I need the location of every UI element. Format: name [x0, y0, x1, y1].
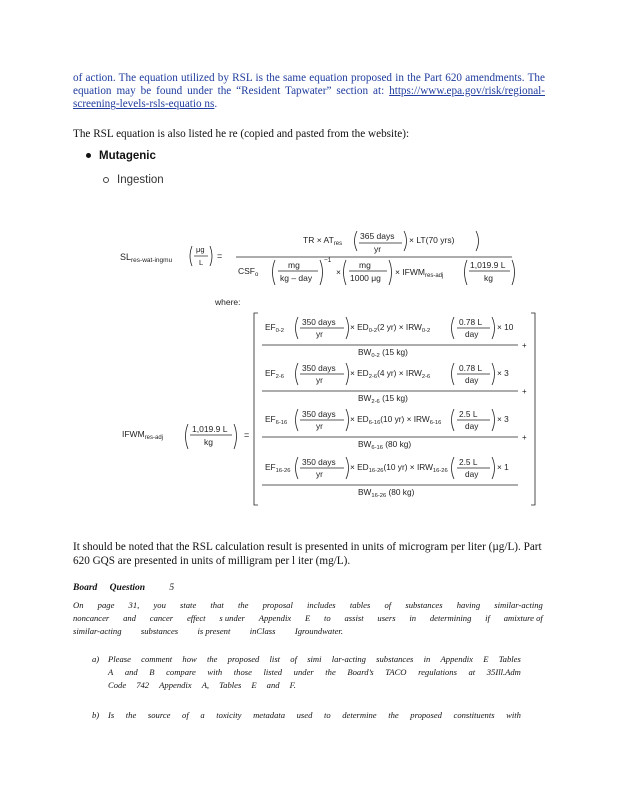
mg1000-den: 1000 μg [350, 273, 381, 283]
word: with [506, 710, 521, 720]
word: substances [376, 654, 414, 664]
word: Is [108, 710, 115, 720]
word: Tables [498, 654, 521, 664]
word: in [409, 613, 417, 623]
multiplier: × 3 [497, 414, 509, 424]
yr-den: yr [316, 375, 323, 385]
day-den: day [465, 421, 479, 431]
bq-title-word2: Question [109, 583, 146, 593]
word: to [324, 613, 331, 623]
word: metadata [253, 710, 286, 720]
word: page [97, 600, 115, 610]
word: users [377, 613, 396, 623]
word: Please [108, 654, 131, 664]
ifwm-conv-den: kg [204, 437, 213, 447]
svg-text:−1: −1 [324, 257, 332, 264]
word: 31, [128, 600, 140, 610]
word: Igroundwater. [294, 626, 343, 636]
word: at [468, 667, 476, 677]
day-den: day [465, 375, 479, 385]
conv-den: kg [484, 273, 493, 283]
numerator: TR × $AT_{res}$ [303, 235, 343, 247]
word: having [456, 600, 481, 610]
item-a-line-3 [108, 680, 296, 690]
svg-text:=: = [244, 430, 250, 440]
rate-num: 2.5 L [459, 409, 478, 419]
plus-sign: + [522, 433, 527, 442]
item-b-label: b) [92, 710, 100, 720]
days-num: 350 days [302, 363, 336, 373]
word: includes [307, 600, 336, 610]
word: E [483, 654, 489, 664]
units-note: It should be noted that the RSL calculation result is presented in units of microgram per liter (µg/L). Part 620 GQS are presented in units of milligram per l iter (mg/L). [73, 541, 542, 567]
item-a-label: a) [92, 654, 100, 664]
word: to [323, 710, 331, 720]
bw-term: $BW_{2-6}$ (15 kg) [358, 393, 408, 405]
word: comment [141, 654, 173, 664]
word: E [251, 680, 257, 690]
ed-term: × $ED_{6-16}(10$ $yr) \times IRW_{6-16}$ [350, 414, 442, 426]
word: proposal [262, 600, 293, 610]
yr-den: yr [316, 329, 323, 339]
word: E [304, 613, 311, 623]
word: A, [201, 680, 210, 690]
word: noncancer [73, 613, 110, 623]
yr-den: yr [316, 421, 323, 431]
ifwm-conv-num: 1,019.9 L [192, 424, 228, 434]
bq-line-2 [73, 613, 543, 623]
word: used [296, 710, 313, 720]
sl-label: $SL_{res-wat-ingmu}$ [120, 252, 173, 264]
word: amixture of [503, 613, 543, 623]
word: inClass [249, 626, 276, 636]
word: and [266, 680, 280, 690]
mg-num: mg [288, 260, 300, 270]
word: listed [263, 667, 283, 677]
word: Appendix [159, 680, 192, 690]
word: Appendix [440, 654, 473, 664]
bq-number: 5 [169, 583, 175, 593]
svg-text:=: = [217, 251, 223, 261]
word: and [123, 613, 136, 623]
lt-term: × LT(70 yrs) [409, 235, 455, 245]
ed-term: × $ED_{0-2}(2$ $yr) \times IRW_{0-2}$ [350, 322, 431, 334]
day-den: day [465, 469, 479, 479]
word: with [207, 667, 223, 677]
word: s under [219, 613, 245, 623]
ifwm-left: $IFWM_{res-adj}$ [122, 429, 164, 441]
word: Tables [219, 680, 242, 690]
word: Code [108, 680, 127, 690]
word: the [325, 667, 336, 677]
days-num: 350 days [302, 457, 336, 467]
word: A [108, 667, 114, 677]
rate-num: 2.5 L [459, 457, 478, 467]
word: a [200, 710, 205, 720]
conv-num: 1,019.9 L [470, 260, 506, 270]
word: 742 [136, 680, 150, 690]
word: determining [429, 613, 472, 623]
word: similar-acting [73, 626, 122, 636]
word: 35Ill.Adm [486, 667, 521, 677]
word: simi [307, 654, 322, 664]
word: of [290, 654, 297, 664]
rate-num: 0.78 L [459, 317, 483, 327]
item-a-line-2 [108, 667, 521, 677]
ef-term: $EF_{0-2}$ [265, 322, 284, 334]
plus-sign: + [522, 387, 527, 396]
word: the [237, 600, 249, 610]
svg-text:×: × [336, 267, 341, 277]
word: cancer [149, 613, 174, 623]
word: similar-acting [494, 600, 543, 610]
mg-num-2: mg [359, 260, 371, 270]
ed-term: × $ED_{2-6}(4$ $yr) \times IRW_{2-6}$ [350, 368, 431, 380]
word: you [153, 600, 166, 610]
bw-term: $BW_{16-26}$ (80 kg) [358, 487, 415, 499]
sl-unit-num: μg [196, 245, 205, 254]
board-question-title [73, 583, 174, 593]
word: substances [405, 600, 443, 610]
bq-title-word1: Board [73, 583, 98, 593]
bw-term: $BW_{6-16}$ (80 kg) [358, 439, 412, 451]
word: determine [342, 710, 377, 720]
word: Board’s [347, 667, 374, 677]
yr-den: yr [316, 469, 323, 479]
word: B [149, 667, 155, 677]
days-num: 350 days [302, 409, 336, 419]
multiplier: × 3 [497, 368, 509, 378]
word: assist [344, 613, 364, 623]
word: regulations [418, 667, 457, 677]
word: proposed [410, 710, 442, 720]
rsl-link[interactable]: https://www.epa.gov/risk/regional- screening-levels-rsls-equatio ns [73, 85, 545, 111]
days-num: 350 days [302, 317, 336, 327]
where-label: where: [215, 297, 241, 307]
word: list [269, 654, 281, 664]
multiplier: × 1 [497, 462, 509, 472]
yr-label: yr [374, 244, 382, 254]
word: in [423, 654, 431, 664]
word: TACO [385, 667, 407, 677]
bullet-label: Mutagenic [99, 150, 156, 162]
word: effect [186, 613, 206, 623]
word: F. [289, 680, 296, 690]
word: if [485, 613, 490, 623]
multiplier: × 10 [497, 322, 514, 332]
word: how [182, 654, 197, 664]
subbullet-label: Ingestion [117, 174, 164, 186]
word: of [182, 710, 189, 720]
word: lar-acting [331, 654, 366, 664]
sl-unit-den: L [199, 258, 204, 267]
word: toxicity [216, 710, 242, 720]
rsl-note: The RSL equation is also listed he re (copied and pasted from the website): [73, 128, 410, 140]
item-b-line-1 [108, 710, 521, 720]
intro-tail: . [214, 98, 218, 111]
bq-line-3 [73, 626, 343, 636]
ef-term: $EF_{6-16}$ [265, 414, 288, 426]
word: state [180, 600, 197, 610]
word: the [125, 710, 137, 720]
word: Appendix [258, 613, 292, 623]
word: those [233, 667, 252, 677]
ed-term: × $ED_{16-26}(10$ $yr) \times IRW_{16-26}$ [350, 462, 448, 474]
bw-term: $BW_{0-2}$ (15 kg) [358, 347, 408, 359]
plus-sign: + [522, 341, 527, 350]
kgday-den: kg – day [280, 273, 313, 283]
item-a-line-1 [108, 654, 521, 664]
word: under [293, 667, 314, 677]
day-den: day [465, 329, 479, 339]
word: compare [166, 667, 196, 677]
word: constituents [453, 710, 495, 720]
ef-term: $EF_{16-26}$ [265, 462, 291, 474]
intro-text: of action. The equation utilized by RSL is the same equation proposed in the Part 620 amendments. The equation may be found under the “Resident Tapwater” section at: [73, 72, 545, 98]
ef-term: $EF_{2-6}$ [265, 368, 284, 380]
bq-line-1 [73, 600, 543, 610]
csf: $CSF_o$ [238, 266, 259, 278]
word: the [206, 654, 218, 664]
word: tables [349, 600, 371, 610]
word: of [384, 600, 392, 610]
word: source [147, 710, 171, 720]
word: that [210, 600, 224, 610]
days-365: 365 days [360, 231, 395, 241]
word: substances [140, 626, 179, 636]
word: the [388, 710, 399, 720]
word: proposed [227, 654, 260, 664]
ifwm-term: × $IFWM_{res-adj}$ [395, 267, 444, 279]
word: and [124, 667, 138, 677]
rate-num: 0.78 L [459, 363, 483, 373]
word: On [73, 600, 84, 610]
word: is present [197, 626, 231, 636]
